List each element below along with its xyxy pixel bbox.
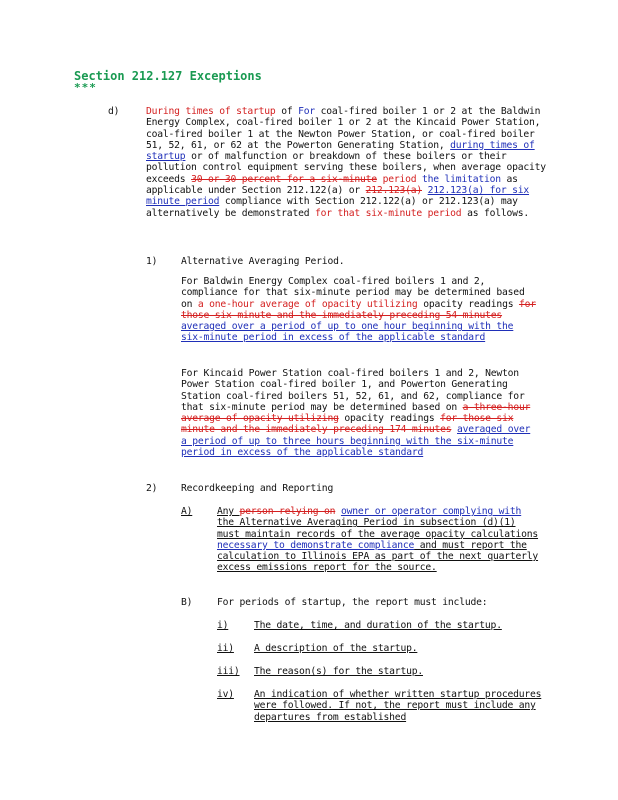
item-2B-iv-label: iv) bbox=[217, 689, 234, 700]
text-run: 30 or 30 percent for a six-minute bbox=[191, 173, 377, 185]
text-run: opacity readings bbox=[338, 413, 441, 425]
text-run: averaged over a period of up to three hours beginning with the six-minute period in excess of the applicable standard bbox=[181, 424, 531, 459]
item-2B-label: B) bbox=[181, 597, 193, 608]
text-run: For bbox=[298, 106, 316, 117]
item-2B-i-label: i) bbox=[217, 620, 229, 631]
item-2B-text: For periods of startup, the report must include: bbox=[217, 597, 488, 608]
text-run: for those six minute and the immediately preceding 54 minutes bbox=[181, 298, 536, 321]
text-run: coal-fired boiler 1 or 2 at the Baldwin Energy Complex, coal-fired boiler 1 or 2 at the Kincaid Power Station, coal-fired boiler 1 at the Newton Power Station, or coal-fired boiler 51, 52, 61, or 62 at the Powerton Generating Station, bbox=[146, 106, 541, 151]
item-2-title: Recordkeeping and Reporting bbox=[181, 483, 334, 494]
text-run: for those six minute and the immediately preceding 174 minutes bbox=[181, 413, 514, 436]
item-2A-text bbox=[217, 506, 543, 574]
text-run: opacity readings bbox=[417, 298, 519, 310]
text-run: During bbox=[146, 106, 186, 117]
item-2B-iv-text: An indication of whether written startup procedures were followed. If not, the report must include any departures from established bbox=[254, 689, 542, 723]
text-run: compliance with Section 212.122(a) or 212.123(a) may alternatively be demonstrated bbox=[146, 196, 518, 219]
section-title: Section 212.127 Exceptions bbox=[74, 69, 262, 83]
text-run: Any bbox=[217, 506, 240, 517]
text-run: during times of startup bbox=[146, 139, 535, 163]
text-run: 212.123(a) for six minute period bbox=[146, 185, 530, 208]
item-2B-iii-label: iii) bbox=[217, 666, 240, 677]
item-2A-label: A) bbox=[181, 506, 193, 517]
text-run: For Baldwin Energy Complex coal-fired boilers 1 and 2, compliance for that six-minute period may be determined based on bbox=[181, 276, 525, 310]
text-run: the Alternative Averaging Period in subsection (d)(1) must maintain records of the average opacity calculations bbox=[217, 517, 539, 540]
text-run: of startup bbox=[213, 106, 276, 117]
text-run: period bbox=[382, 173, 417, 185]
text-run: as applicable under Section 212.122(a) or bbox=[146, 173, 518, 197]
text-run: averaged over a period of up to one hour beginning with the six-minute period in excess of the applicable standard bbox=[181, 321, 514, 344]
text-run: the limitation bbox=[422, 173, 501, 185]
text-run: of bbox=[275, 106, 299, 117]
text-run: owner or operator complying with bbox=[340, 506, 522, 517]
text-run: as follows. bbox=[461, 207, 530, 219]
text-run: person relying on bbox=[239, 506, 336, 517]
item-2-label: 2) bbox=[146, 483, 158, 494]
subsection-d-label: d) bbox=[108, 106, 120, 117]
text-run: For Kincaid Power Station coal-fired boilers 1 and 2, Newton Power Station coal-fired boiler 1, and Powerton Generating Station coal-fired boilers 51, 52, 61, and 62, compliance for that six-minute period may be determined based on bbox=[181, 368, 525, 413]
text-run: for that six-minute period bbox=[314, 207, 462, 219]
item-2B-i-text: The date, time, and duration of the startup. bbox=[254, 620, 502, 631]
text-run: necessary to demonstrate compliance bbox=[217, 539, 415, 551]
subsection-d-text bbox=[146, 106, 546, 219]
item-2B-iii-text: The reason(s) for the startup. bbox=[254, 666, 423, 677]
item-2B-ii-text: A description of the startup. bbox=[254, 643, 418, 654]
text-run: and must report the calculation to Illinois EPA as part of the next quarterly excess emissions report for the source. bbox=[217, 539, 539, 574]
item-1-para-kincaid bbox=[181, 368, 541, 458]
text-run: 212.123(a) bbox=[365, 185, 422, 197]
item-2B-ii-label: ii) bbox=[217, 643, 234, 654]
section-stars: *** bbox=[74, 81, 97, 94]
text-run: a three-hour average of opacity utilizing bbox=[181, 401, 531, 425]
text-run: times bbox=[185, 106, 214, 117]
item-1-para-baldwin bbox=[181, 276, 541, 344]
text-run: or of malfunction or breakdown of these boilers or their pollution control equipment serving these boilers, when average opacity exceeds bbox=[146, 151, 546, 185]
item-1-title: Alternative Averaging Period. bbox=[181, 256, 345, 267]
item-1-label: 1) bbox=[146, 256, 158, 267]
text-run: a one-hour average of opacity utilizing bbox=[197, 298, 418, 310]
